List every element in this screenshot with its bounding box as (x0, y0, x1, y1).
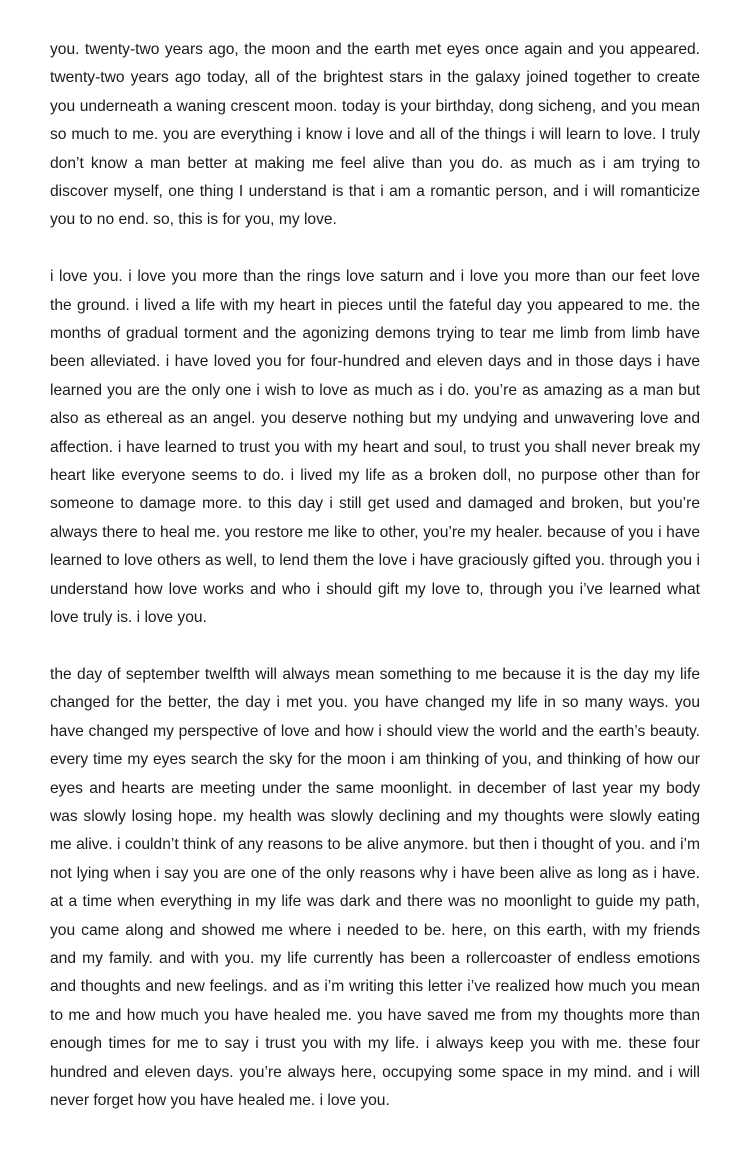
letter-body (50, 36, 700, 1115)
letter-paragraph: the day of september twelfth will always mean something to me because it is the day my life changed for the better, the day i met you. you have changed my life in so many ways. you have changed my perspective of love and how i should view the world and the earth’s beauty. every time my eyes search the sky for the moon i am thinking of you, and thinking of how our eyes and hearts are meeting under the same moonlight. in december of last year my body was slowly losing hope. my health was slowly declining and my thoughts were slowly eating me alive. i couldn’t think of any reasons to be alive anymore. but then i thought of you. and i’m not lying when i say you are one of the only reasons why i have been alive as long as i have. at a time when everything in my life was dark and there was no moonlight to guide my path, you came along and showed me where i needed to be. here, on this earth, with my friends and my family. and with you. my life currently has been a rollercoaster of endless emotions and thoughts and new feelings. and as i’m writing this letter i’ve realized how much you mean to me and how much you have healed me. you have saved me from my thoughts more than enough times for me to say i trust you with my life. i always keep you with me. these four hundred and eleven days. you’re always here, occupying some space in my mind. and i will never forget how you have healed me. i love you. (50, 665, 700, 1109)
letter-paragraph: i love you. i love you more than the rings love saturn and i love you more than our feet love the ground. i lived a life with my heart in pieces until the fateful day you appeared to me. the months of gradual torment and the agonizing demons trying to tear me limb from limb have been alleviated. i have loved you for four-hundred and eleven days and in those days i have learned you are the only one i wish to love as much as i do. you’re as amazing as a man but also as ethereal as an angel. you deserve nothing but my undying and unwavering love and affection. i have learned to trust you with my heart and soul, to trust you shall never break my heart like everyone seems to do. i lived my life as a broken doll, no purpose other than for someone to damage more. to this day i still get used and damaged and broken, but you’re always there to heal me. you restore me like to other, you’re my healer. because of you i have learned to love others as well, to lend them the love i have graciously gifted you. through you i understand how love works and who i should gift my love to, through you i’ve learned what love truly is. i love you. (50, 268, 700, 627)
letter-paragraph: you. twenty-two years ago, the moon and the earth met eyes once again and you appeared. twenty-two years ago today, all of the brightest stars in the galaxy joined together to create you underneath a waning crescent moon. today is your birthday, dong sicheng, and you mean so much to me. you are everything i know i love and all of the things i will learn to love. I truly don’t know a man better at making me feel alive than you do. as much as i am trying to discover myself, one thing I understand is that i am a romantic person, and i will romanticize you to no end. so, this is for you, my love. (50, 41, 700, 229)
